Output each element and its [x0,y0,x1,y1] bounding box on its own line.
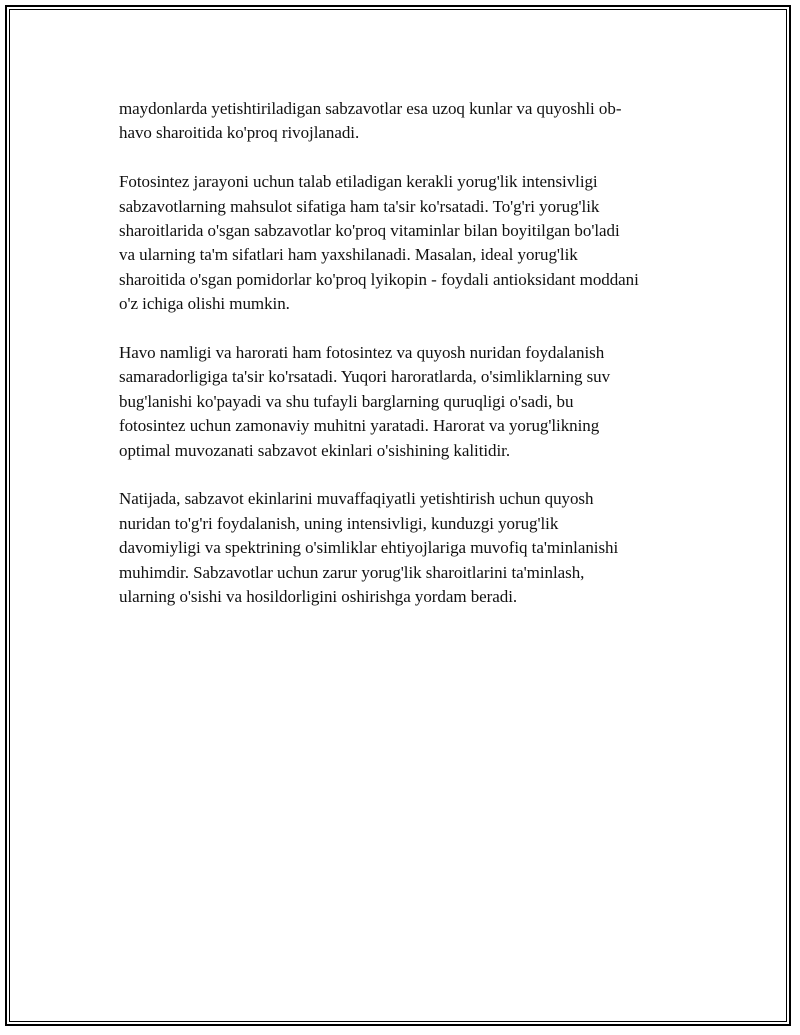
page-frame [5,5,791,1026]
document-body [119,97,699,634]
text-line: Fotosintez jarayoni uchun talab etiladigan kerakli yorug'lik intensivligi [119,172,598,192]
paragraph-2 [119,170,699,316]
text-line: nuridan to'g'ri foydalanish, uning intensivligi, kunduzgi yorug'lik [119,513,559,533]
text-line: muhimdir. Sabzavotlar uchun zarur yorug'lik sharoitlarini ta'minlash, [119,562,585,582]
text-line: Natijada, sabzavot ekinlarini muvaffaqiyatli yetishtirish uchun quyosh [119,489,594,509]
paragraph-1 [119,97,699,146]
text-line: havo sharoitida ko'proq rivojlanadi. [119,123,360,143]
text-line: bug'lanishi ko'payadi va shu tufayli barglarning quruqligi o'sadi, bu [119,391,574,411]
text-line: maydonlarda yetishtiriladigan sabzavotlar esa uzoq kunlar va quyoshli ob- [119,99,622,118]
text-line: fotosintez uchun zamonaviy muhitni yaratadi. Harorat va yorug'likning [119,416,600,436]
text-line: sharoitlarida o'sgan sabzavotlar ko'proq vitaminlar bilan boyitilgan bo'ladi [119,221,620,241]
text-line: samaradorligiga ta'sir ko'rsatadi. Yuqori haroratlarda, o'simliklarning suv [119,367,611,387]
text-line: sharoitida o'sgan pomidorlar ko'proq lyikopin - foydali antioksidant moddani [119,269,639,289]
paragraph-3 [119,341,699,463]
text-line: ularning o'sishi va hosildorligini oshirishga yordam beradi. [119,587,518,607]
text-line: sabzavotlarning mahsulot sifatiga ham ta'sir ko'rsatadi. To'g'ri yorug'lik [119,196,600,216]
text-line: o'z ichiga olishi mumkin. [119,294,290,314]
text-line: Havo namligi va harorati ham fotosintez va quyosh nuridan foydalanish [119,343,605,363]
text-line: davomiyligi va spektrining o'simliklar ehtiyojlariga muvofiq ta'minlanishi [119,538,619,558]
text-line: optimal muvozanati sabzavot ekinlari o'sishining kalitidir. [119,440,511,460]
text-line: va ularning ta'm sifatlari ham yaxshilanadi. Masalan, ideal yorug'lik [119,245,578,265]
paragraph-4 [119,487,699,609]
